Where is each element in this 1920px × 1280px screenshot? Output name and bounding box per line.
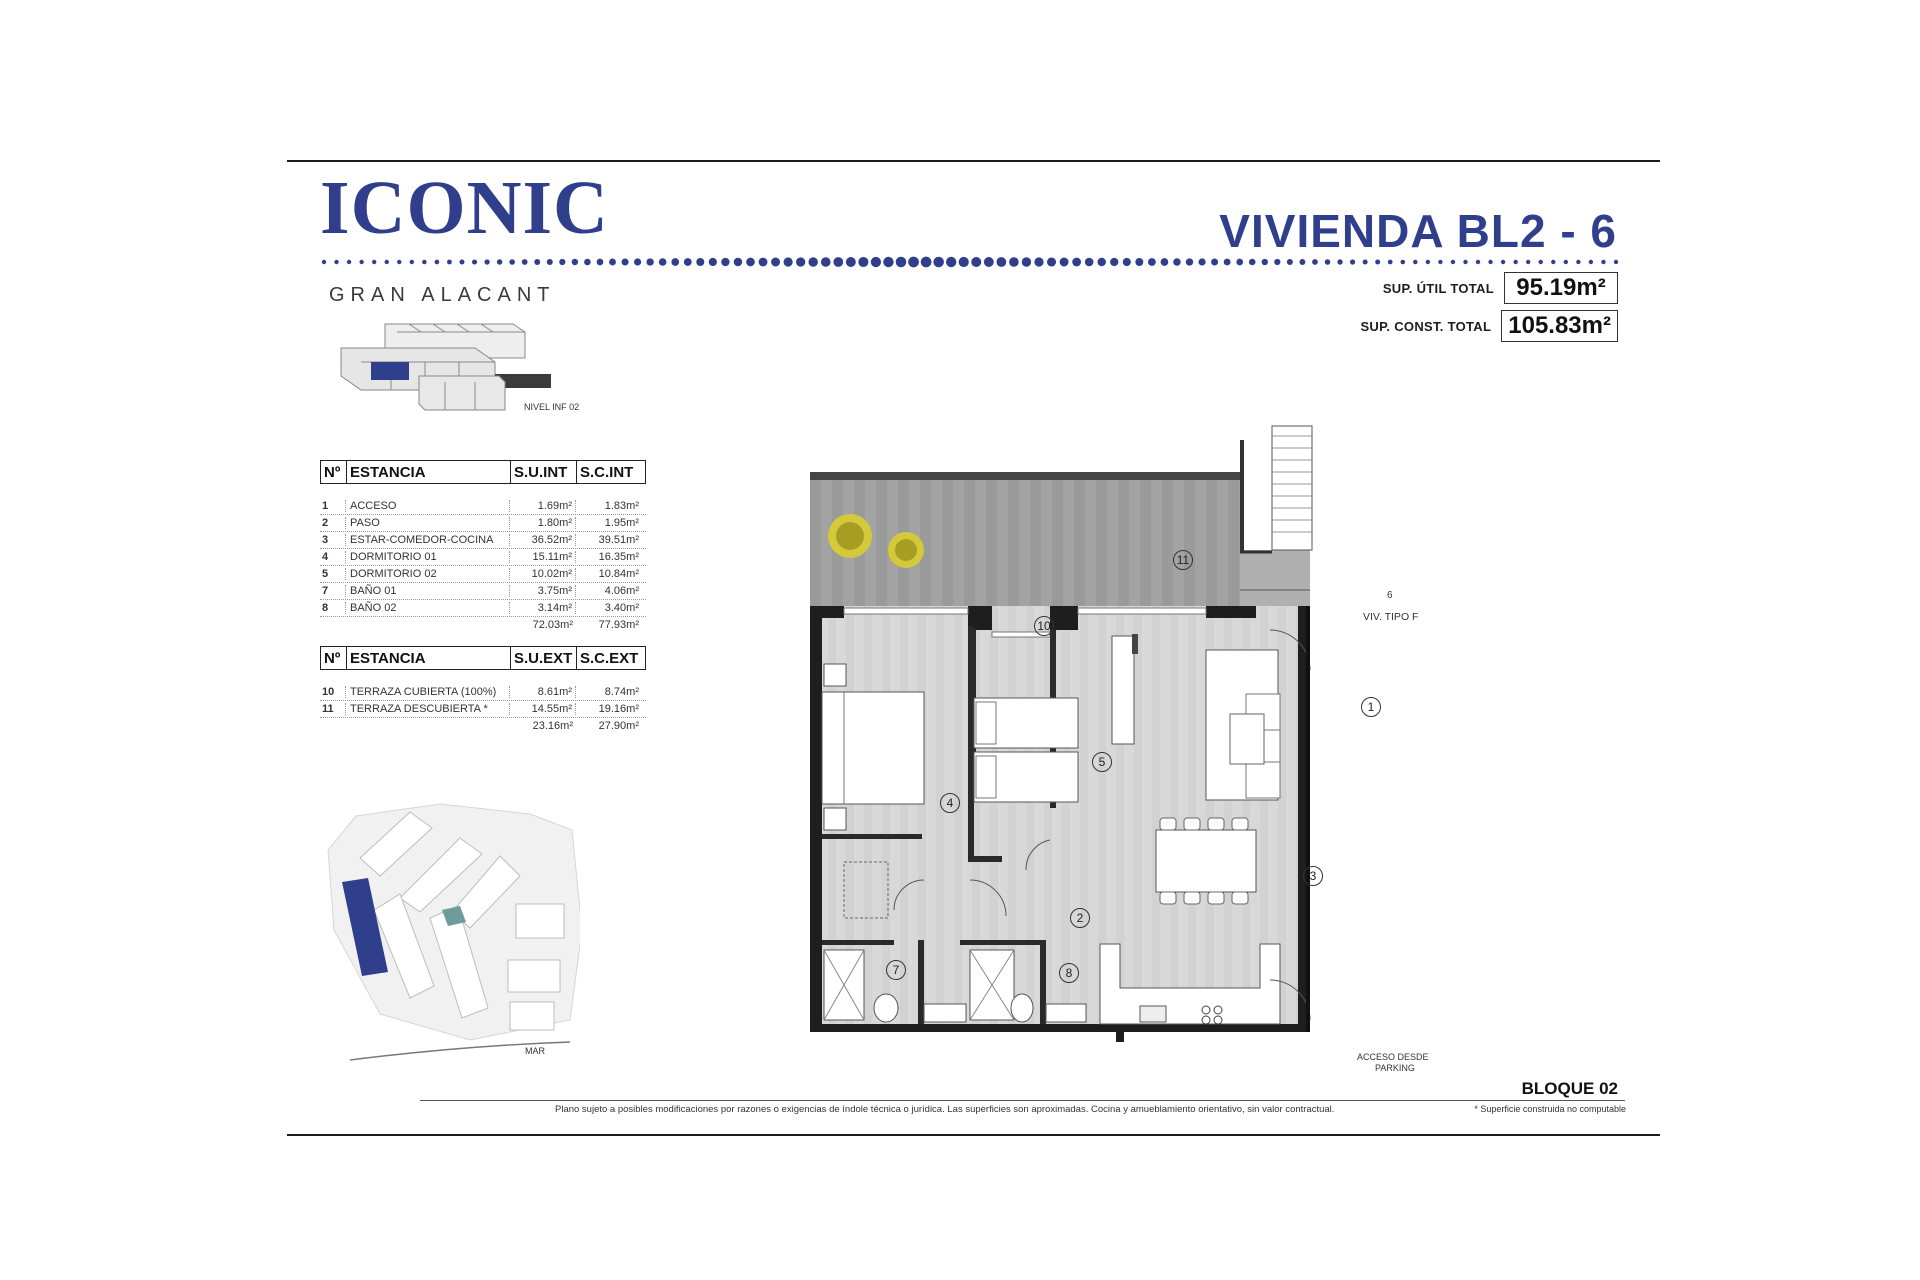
table-row <box>320 566 646 583</box>
divider-dot <box>572 259 578 265</box>
divider-dot <box>1551 260 1555 264</box>
divider-dot <box>1476 260 1480 264</box>
divider-dot <box>634 258 641 265</box>
total-built-area: 77.93m² <box>598 619 639 631</box>
divider-dot <box>1161 258 1169 266</box>
useful-area-label: SUP. ÚTIL TOTAL <box>1382 280 1494 296</box>
divider-dot <box>646 258 653 265</box>
divider-dot <box>1085 258 1094 267</box>
divider-dot <box>347 260 351 264</box>
divider-dot <box>883 257 893 267</box>
row-useful-area: 1.69m² <box>510 500 576 512</box>
divider-dot <box>359 260 363 264</box>
divider-dot <box>696 258 704 266</box>
room-label-4: 4 <box>940 793 960 813</box>
total-useful-area: 72.03m² <box>532 619 573 631</box>
divider-dot <box>472 259 477 264</box>
header-su-ext: S.U.EXT <box>511 647 577 669</box>
divider-dot <box>1539 260 1543 264</box>
divider-dot <box>933 257 944 268</box>
table-row <box>320 515 646 532</box>
divider-dot <box>784 257 793 266</box>
divider-dot <box>1211 258 1218 265</box>
room-label-1: 1 <box>1361 697 1381 717</box>
divider-dot <box>871 257 881 267</box>
divider-dot <box>1186 258 1193 265</box>
header-room: ESTANCIA <box>347 461 511 483</box>
brand-subtitle: GRAN ALACANT <box>329 284 556 306</box>
divider-dot <box>771 258 780 267</box>
divider-dot <box>984 257 994 267</box>
row-built-area: 16.35m² <box>598 551 639 563</box>
built-area-label: SUP. CONST. TOTAL <box>1360 318 1492 334</box>
row-room: TERRAZA DESCUBIERTA * <box>346 703 510 715</box>
divider-dot <box>1564 260 1568 264</box>
divider-dot <box>821 257 831 267</box>
room-label-5: 5 <box>1092 752 1112 772</box>
divider-dot <box>1463 260 1467 264</box>
table-row <box>320 549 646 566</box>
divider-dot <box>509 259 515 265</box>
divider-dot <box>422 260 426 264</box>
room-label-2: 2 <box>1070 908 1090 928</box>
divider-dot <box>896 257 907 268</box>
divider-dot <box>547 259 553 265</box>
row-room: ACCESO <box>346 500 510 512</box>
floor-plan <box>810 420 1450 1080</box>
divider-dot <box>1287 259 1293 265</box>
divider-dot <box>435 260 440 265</box>
divider-dot <box>833 257 843 267</box>
unit-title: VIVIENDA BL2 - 6 <box>1219 205 1617 257</box>
top-rule <box>287 160 1660 162</box>
divider-dot <box>1135 258 1143 266</box>
row-useful-area: 14.55m² <box>510 703 576 715</box>
row-room: PASO <box>346 517 510 529</box>
divider-dot <box>1097 258 1105 266</box>
dotted-divider <box>320 254 1620 270</box>
useful-area-row <box>1383 272 1618 304</box>
row-number: 1 <box>320 500 346 512</box>
row-useful-area: 36.52m² <box>510 534 576 546</box>
divider-dot <box>721 258 729 266</box>
row-built-area: 8.74m² <box>604 686 639 698</box>
total-built-area: 27.90m² <box>598 720 639 732</box>
divider-dot <box>1488 260 1492 264</box>
divider-dot <box>597 259 604 266</box>
divider-dot <box>996 257 1006 267</box>
built-area-row <box>1360 310 1618 342</box>
divider-dot <box>971 257 981 267</box>
row-useful-area: 1.80m² <box>510 517 576 529</box>
divider-dot <box>522 259 528 265</box>
divider-dot <box>684 258 692 266</box>
row-useful-area: 10.02m² <box>510 568 576 580</box>
divider-dot <box>1148 258 1156 266</box>
disclaimer-text: Plano sujeto a posibles modificaciones por razones o exigencias de índole técnica o jurídica. Las superficies son aproximadas. Cocina y amueblamiento orientativo, sin valor contractual. <box>555 1104 1335 1115</box>
exterior-table-total <box>320 718 646 734</box>
brand-logo: ICONIC <box>320 166 609 250</box>
divider-dot <box>385 260 389 264</box>
access-label-line1: ACCESO DESDE <box>1357 1052 1429 1062</box>
row-number: 11 <box>320 703 346 715</box>
divider-dot <box>322 260 326 264</box>
divider-dot <box>447 260 452 265</box>
header-su-int: S.U.INT <box>511 461 577 483</box>
divider-dot <box>1072 258 1081 267</box>
row-built-area: 3.40m² <box>604 602 639 614</box>
sea-label: MAR <box>525 1046 545 1056</box>
interior-area-table <box>320 460 646 633</box>
divider-dot <box>1312 259 1318 265</box>
divider-dot <box>1451 260 1455 264</box>
divider-dot <box>609 259 616 266</box>
divider-dot <box>1438 260 1442 264</box>
divider-dot <box>1173 258 1180 265</box>
divider-dot <box>808 257 817 266</box>
divider-dot <box>1299 259 1305 265</box>
room-label-7: 7 <box>886 960 906 980</box>
divider-dot <box>410 260 414 264</box>
access-label-line2: PARKING <box>1375 1063 1415 1073</box>
total-useful-area: 23.16m² <box>532 720 573 732</box>
row-useful-area: 15.11m² <box>510 551 576 563</box>
divider-dot <box>709 258 717 266</box>
neighbor-unit-number: 6 <box>1387 590 1393 601</box>
table-row <box>320 701 646 718</box>
key-plan-level-label: NIVEL INF 02 <box>524 402 580 412</box>
divider-dot <box>1413 260 1417 264</box>
divider-dot <box>1388 260 1393 265</box>
room-label-3: 3 <box>1303 866 1323 886</box>
divider-dot <box>1009 257 1019 267</box>
divider-dot <box>534 259 540 265</box>
row-built-area: 39.51m² <box>598 534 639 546</box>
row-number: 2 <box>320 517 346 529</box>
divider-dot <box>796 257 805 266</box>
row-number: 10 <box>320 686 346 698</box>
header-number: Nº <box>321 461 347 483</box>
row-built-area: 1.95m² <box>604 517 639 529</box>
divider-dot <box>1400 260 1405 265</box>
block-label: BLOQUE 02 <box>1521 1079 1618 1098</box>
row-number: 8 <box>320 602 346 614</box>
divider-dot <box>946 257 956 267</box>
divider-dot <box>908 257 919 268</box>
divider-dot <box>1034 257 1043 266</box>
divider-dot <box>1375 260 1380 265</box>
room-label-11: 11 <box>1173 550 1193 570</box>
bottom-rule <box>287 1134 1660 1136</box>
row-room: BAÑO 01 <box>346 585 510 597</box>
site-plan <box>320 790 580 1070</box>
exterior-area-table <box>320 646 646 734</box>
table-row <box>320 583 646 600</box>
divider-dot <box>1198 258 1205 265</box>
divider-dot <box>559 259 565 265</box>
divider-dot <box>1274 259 1280 265</box>
row-number: 7 <box>320 585 346 597</box>
row-built-area: 19.16m² <box>598 703 639 715</box>
divider-dot <box>1262 259 1268 265</box>
divider-dot <box>1337 259 1342 264</box>
interior-table-body <box>320 498 646 633</box>
divider-dot <box>1224 259 1231 266</box>
divider-dot <box>1576 260 1580 264</box>
exterior-table-body <box>320 684 646 734</box>
divider-dot <box>1236 259 1243 266</box>
table-row <box>320 498 646 515</box>
divider-dot <box>1325 259 1331 265</box>
row-useful-area: 3.75m² <box>510 585 576 597</box>
row-built-area: 4.06m² <box>604 585 639 597</box>
row-built-area: 10.84m² <box>598 568 639 580</box>
divider-dot <box>397 260 401 264</box>
header-number: Nº <box>321 647 347 669</box>
row-room: BAÑO 02 <box>346 602 510 614</box>
divider-dot <box>734 258 742 266</box>
divider-dot <box>1614 260 1618 264</box>
room-label-10: 10 <box>1034 616 1054 636</box>
row-room: TERRAZA CUBIERTA (100%) <box>346 686 510 698</box>
divider-dot <box>334 260 338 264</box>
table-row <box>320 684 646 701</box>
divider-dot <box>484 259 489 264</box>
row-room: DORMITORIO 02 <box>346 568 510 580</box>
divider-dot <box>959 257 969 267</box>
room-label-8: 8 <box>1059 963 1079 983</box>
divider-dot <box>1249 259 1256 266</box>
interior-table-header <box>320 460 646 484</box>
header-room: ESTANCIA <box>347 647 511 669</box>
divider-dot <box>671 258 679 266</box>
table-row <box>320 532 646 549</box>
divider-dot <box>459 260 464 265</box>
divider-dot <box>846 257 856 267</box>
divider-dot <box>1501 260 1505 264</box>
header-sc-int: S.C.INT <box>580 463 634 481</box>
divider-dot <box>1110 258 1118 266</box>
divider-dot <box>921 257 932 268</box>
divider-dot <box>1022 257 1031 266</box>
divider-dot <box>372 260 376 264</box>
divider-dot <box>1123 258 1131 266</box>
interior-table-total <box>320 617 646 633</box>
built-area-value: 105.83m² <box>1501 310 1618 342</box>
divider-dot <box>497 259 502 264</box>
divider-dot <box>622 258 629 265</box>
divider-dot <box>858 257 868 267</box>
neighbor-unit-type: VIV. TIPO F <box>1363 611 1419 623</box>
divider-dot <box>1589 260 1593 264</box>
row-useful-area: 3.14m² <box>510 602 576 614</box>
divider-dot <box>1513 260 1517 264</box>
header-sc-ext: S.C.EXT <box>580 649 639 667</box>
exterior-table-header <box>320 646 646 670</box>
row-room: ESTAR-COMEDOR-COCINA <box>346 534 510 546</box>
divider-dot <box>1363 259 1368 264</box>
divider-dot <box>584 259 591 266</box>
divider-dot <box>759 258 768 267</box>
row-room: DORMITORIO 01 <box>346 551 510 563</box>
divider-dot <box>746 258 755 267</box>
table-row <box>320 600 646 617</box>
footer-thin-rule <box>420 1100 1625 1101</box>
divider-dot <box>659 258 667 266</box>
divider-dot <box>1060 258 1069 267</box>
divider-dot <box>1047 257 1056 266</box>
row-useful-area: 8.61m² <box>510 686 576 698</box>
divider-dot <box>1601 260 1605 264</box>
divider-dot <box>1526 260 1530 264</box>
divider-dot <box>1350 259 1355 264</box>
useful-area-value: 95.19m² <box>1504 272 1618 304</box>
row-number: 3 <box>320 534 346 546</box>
footnote-text: * Superficie construida no computable <box>1474 1104 1626 1114</box>
row-built-area: 1.83m² <box>604 500 639 512</box>
row-number: 4 <box>320 551 346 563</box>
divider-dot <box>1426 260 1430 264</box>
row-number: 5 <box>320 568 346 580</box>
